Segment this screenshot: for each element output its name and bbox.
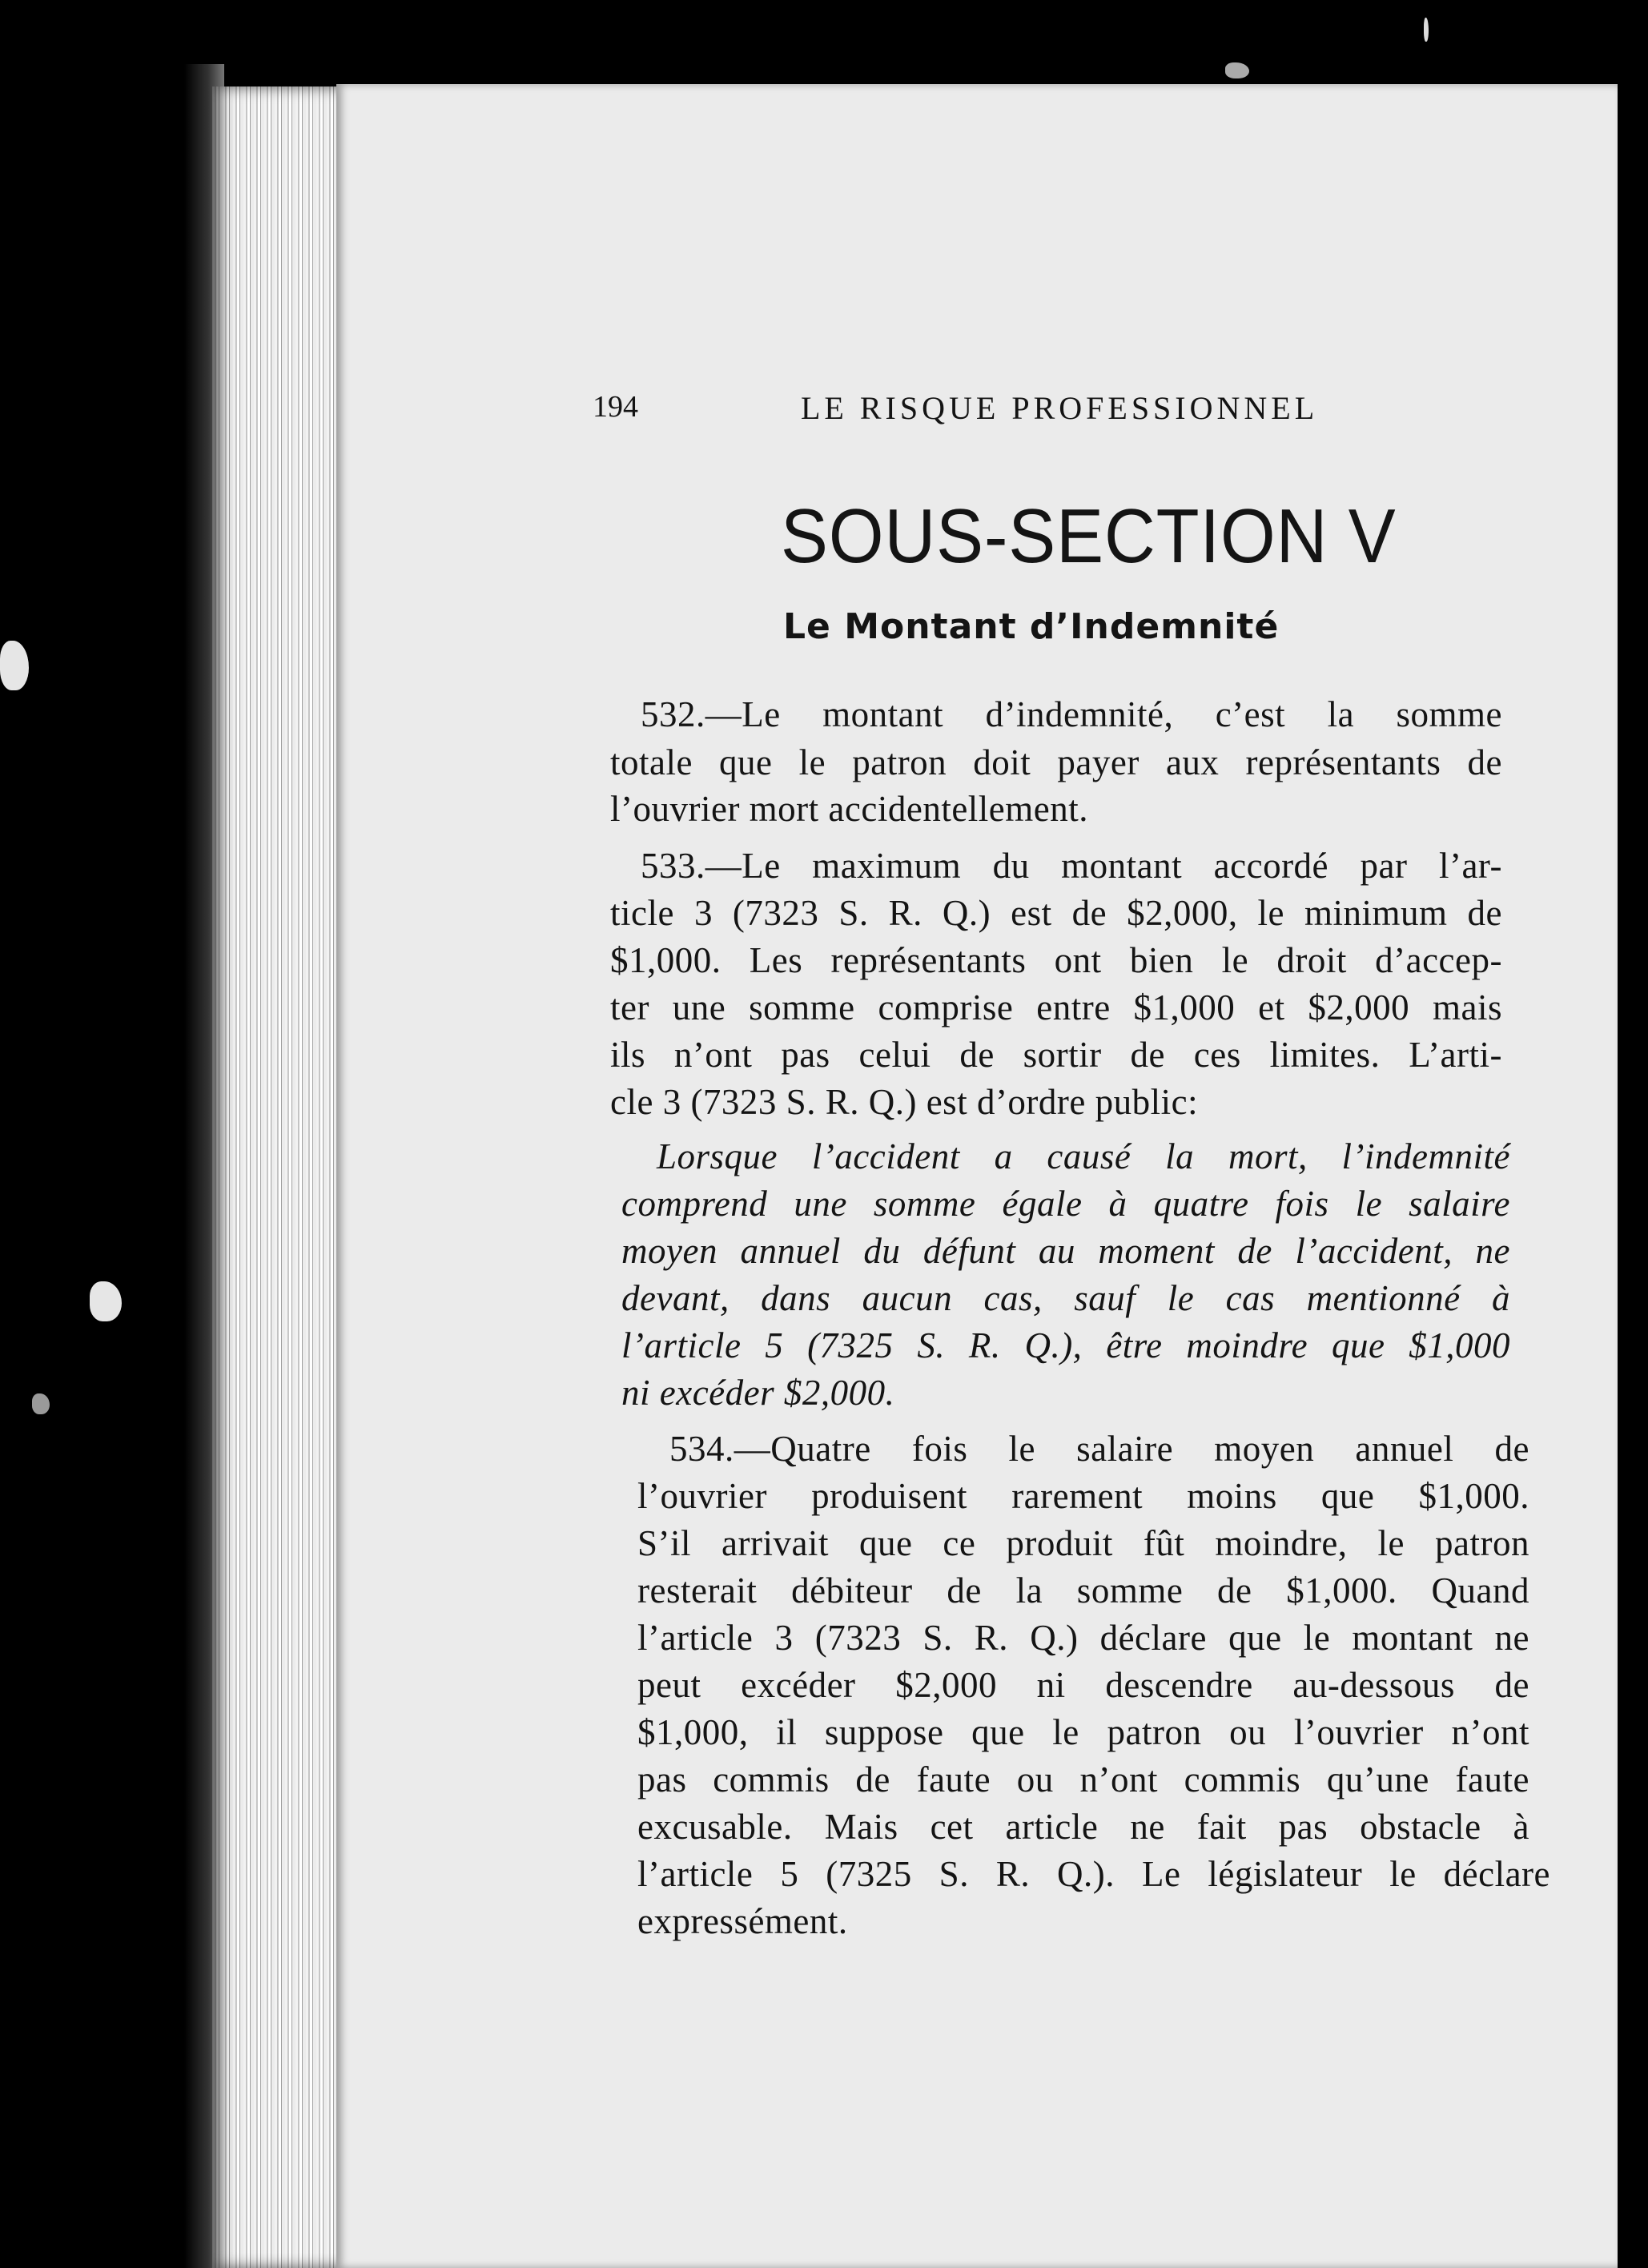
scan-speck	[32, 1393, 50, 1414]
section-title: SOUS-SECTION V	[781, 493, 1397, 579]
quote-line: comprend une somme égale à quatre fois le salaire	[621, 1184, 1510, 1224]
text-line: l’ouvrier mort accidentellement.	[610, 789, 1089, 829]
text-line: 534.—Quatre fois le salaire moyen annuel de	[669, 1429, 1529, 1469]
quote-line: Lorsque l’accident a causé la mort, l’indemnité	[657, 1136, 1510, 1176]
text-line: $1,000, il suppose que le patron ou l’ouvrier n’ont	[637, 1712, 1529, 1752]
text-line: l’article 5 (7325 S. R. Q.). Le législateur le déclare	[637, 1854, 1550, 1894]
quote-line: devant, dans aucun cas, sauf le cas mentionné à	[621, 1278, 1510, 1318]
scan-speck	[1225, 62, 1249, 78]
text-line: totale que le patron doit payer aux représentants de	[610, 742, 1502, 782]
text-line: l’ouvrier produisent rarement moins que $1,000.	[637, 1476, 1529, 1516]
running-title: LE RISQUE PROFESSIONNEL	[801, 390, 1319, 426]
text-line: ils n’ont pas celui de sortir de ces limites. L’arti-	[610, 1035, 1502, 1075]
quote-line: ni excéder $2,000.	[621, 1373, 895, 1413]
page-edges	[212, 86, 348, 2268]
text-line: S’il arrivait que ce produit fût moindre, le patron	[637, 1523, 1529, 1563]
scan-speck	[1424, 18, 1429, 42]
text-line: excusable. Mais cet article ne fait pas obstacle à	[637, 1807, 1529, 1847]
text-line: cle 3 (7323 S. R. Q.) est d’ordre public:	[610, 1082, 1199, 1122]
text-line: ticle 3 (7323 S. R. Q.) est de $2,000, le minimum de	[610, 893, 1502, 933]
text-line: $1,000. Les représentants ont bien le droit d’accep-	[610, 940, 1502, 980]
section-subtitle: Le Montant d’Indemnité	[783, 606, 1280, 647]
text-line: expressément.	[637, 1901, 848, 1941]
page-number: 194	[593, 390, 638, 424]
text-line: ter une somme comprise entre $1,000 et $2,000 mais	[610, 987, 1502, 1027]
quote-line: moyen annuel du défunt au moment de l’accident, ne	[621, 1231, 1510, 1271]
text-line: pas commis de faute ou n’ont commis qu’une faute	[637, 1759, 1529, 1800]
text-line: 533.—Le maximum du montant accordé par l’ar-	[641, 846, 1502, 886]
text-line: l’article 3 (7323 S. R. Q.) déclare que le montant ne	[637, 1618, 1529, 1658]
scan-speck	[90, 1281, 122, 1321]
text-line: 532.—Le montant d’indemnité, c’est la somme	[641, 694, 1502, 734]
scan-speck	[0, 641, 29, 690]
text-line: resterait débiteur de la somme de $1,000. Quand	[637, 1570, 1529, 1611]
quote-line: l’article 5 (7325 S. R. Q.), être moindre que $1,000	[621, 1325, 1510, 1365]
text-line: peut excéder $2,000 ni descendre au-dessous de	[637, 1665, 1529, 1705]
